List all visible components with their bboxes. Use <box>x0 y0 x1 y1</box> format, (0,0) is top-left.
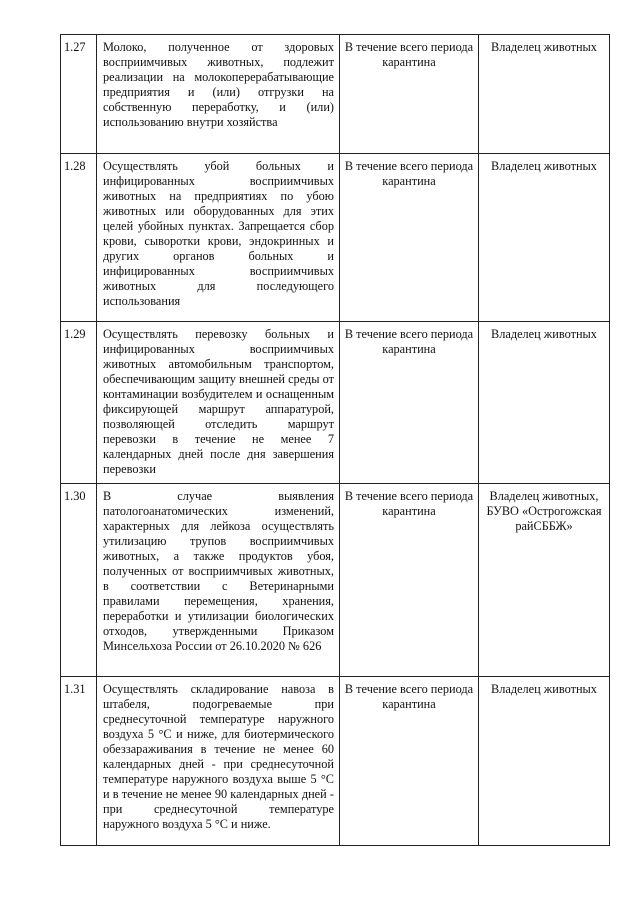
table-row <box>61 677 610 846</box>
table-row <box>61 154 610 322</box>
row-number: 1.30 <box>61 484 97 677</box>
measure-text: Осуществлять перевозку больных и инфицированных восприимчивых животных автомобильным транспортом, обеспечивающим защиту внешней среды от контаминации возбудителем и оснащенным фиксирующей маршрут аппаратурой, позволяющей отследить маршрут перевозки в течение не менее 7 календарных дней после дня завершения перевозки <box>97 322 340 484</box>
measure-term: В течение всего периода карантина <box>340 677 479 846</box>
row-number: 1.29 <box>61 322 97 484</box>
measure-responsible: Владелец животных <box>479 677 610 846</box>
measure-text: Осуществлять убой больных и инфицированных восприимчивых животных на предприятиях по убою животных или оборудованных для этих целей убойных пунктах. Запрещается сбор крови, сыворотки крови, эндокринных и других органов больных и инфицированных восприимчивых животных для последующего использования <box>97 154 340 322</box>
measure-term: В течение всего периода карантина <box>340 484 479 677</box>
row-number: 1.31 <box>61 677 97 846</box>
row-number: 1.28 <box>61 154 97 322</box>
measure-text: Осуществлять складирование навоза в штабеля, подогреваемые при среднесуточной температуре наружного воздуха 5 °С и ниже, для биотермического обеззараживания в течение не менее 60 календарных дней - при среднесуточной температуре наружного воздуха выше 5 °С и в течение не менее 90 календарных дней - при среднесуточной температуре наружного воздуха 5 °С и ниже. <box>97 677 340 846</box>
measure-text: Молоко, полученное от здоровых восприимчивых животных, подлежит реализации на молокоперерабатывающие предприятия и (или) отгрузки на собственную переработку, и (или) использованию внутри хозяйства <box>97 35 340 154</box>
table-row <box>61 484 610 677</box>
measure-text: В случае выявления патологоанатомических изменений, характерных для лейкоза осуществлять утилизацию трупов восприимчивых животных, а также продуктов убоя, полученных от восприимчивых животных, в соответствии с Ветеринарными правилами перемещения, хранения, переработки и утилизации биологических отходов, утвержденными Приказом Минсельхоза России от 26.10.2020 № 626 <box>97 484 340 677</box>
measure-responsible: Владелец животных <box>479 322 610 484</box>
measures-table <box>60 34 610 846</box>
measure-responsible: Владелец животных <box>479 154 610 322</box>
table-row <box>61 322 610 484</box>
row-number: 1.27 <box>61 35 97 154</box>
measure-term: В течение всего периода карантина <box>340 322 479 484</box>
measure-responsible: Владелец животных <box>479 35 610 154</box>
measure-term: В течение всего периода карантина <box>340 154 479 322</box>
table-row <box>61 35 610 154</box>
measure-term: В течение всего периода карантина <box>340 35 479 154</box>
measure-responsible: Владелец животных, БУВО «Острогожская райСББЖ» <box>479 484 610 677</box>
